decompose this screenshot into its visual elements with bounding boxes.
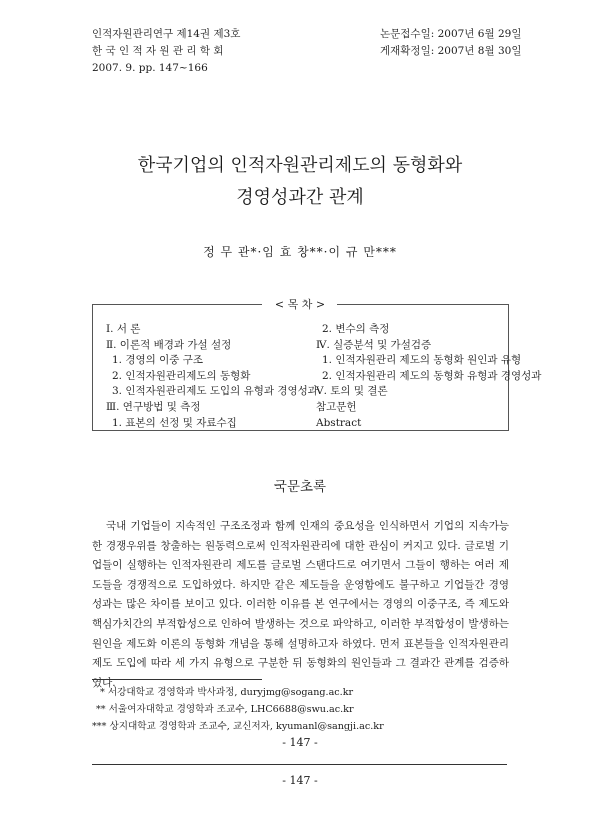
toc-item: 2. 인적자원관리 제도의 동형화 유형과 경영성과 bbox=[322, 369, 542, 382]
journal-info bbox=[92, 26, 240, 77]
toc-item: Ⅰ. 서 론 bbox=[106, 323, 141, 335]
footnotes bbox=[92, 684, 384, 735]
page-footer: - 147 - bbox=[282, 774, 318, 787]
accepted-date: 게재확정일: 2007년 8월 30일 bbox=[380, 45, 522, 57]
toc-item: Ⅴ. 토의 및 결론 bbox=[316, 385, 388, 398]
toc-item: 2. 변수의 측정 bbox=[322, 323, 390, 335]
title-line-2: 경영성과간 관계 bbox=[236, 187, 364, 208]
toc-left-column bbox=[106, 322, 318, 431]
footnote-divider bbox=[92, 679, 262, 680]
received-date: 논문접수일: 2007년 6월 29일 bbox=[380, 28, 522, 40]
toc-item: Ⅲ. 연구방법 및 측정 bbox=[106, 400, 201, 413]
toc-item: 3. 인적자원관리제도 도입의 유형과 경영성과 bbox=[112, 385, 318, 398]
toc-item: 1. 표본의 선정 및 자료수집 bbox=[112, 416, 237, 429]
footnote-3: *** 상지대학교 경영학과 조교수, 교신저자, kyumanl@sangji.ac.kr bbox=[92, 721, 384, 732]
toc-item: 참고문헌 bbox=[316, 400, 357, 413]
title-line-1: 한국기업의 인적자원관리제도의 동형화와 bbox=[137, 155, 463, 176]
toc-right-column bbox=[316, 322, 541, 431]
footnote-1: * 서강대학교 경영학과 박사과정, duryjmg@sogang.ac.kr bbox=[100, 687, 354, 698]
bottom-rule bbox=[92, 764, 507, 765]
toc-item: Ⅳ. 실증분석 및 가설검증 bbox=[316, 338, 432, 351]
toc-item: Ⅱ. 이론적 배경과 가설 설정 bbox=[106, 338, 232, 351]
submission-info bbox=[380, 26, 521, 60]
abstract-title: 국문초록 bbox=[273, 479, 327, 495]
toc-item: 1. 경영의 이중 구조 bbox=[112, 354, 204, 367]
authors: 정 무 관*·임 효 창**·이 규 만*** bbox=[203, 245, 397, 259]
society-name: 한 국 인 적 자 원 관 리 학 회 bbox=[92, 45, 224, 57]
toc-item: Abstract bbox=[316, 416, 362, 429]
paper-title bbox=[0, 150, 600, 214]
page-number: - 147 - bbox=[282, 736, 318, 749]
toc-item: 1. 인적자원관리 제도의 동형화 원인과 유형 bbox=[322, 354, 522, 367]
issue-pages: 2007. 9. pp. 147~166 bbox=[92, 62, 208, 74]
toc-item: 2. 인적자원관리제도의 동형화 bbox=[112, 369, 251, 382]
footnote-2: ** 서울여자대학교 경영학과 조교수, LHC6688@swu.ac.kr bbox=[96, 704, 354, 715]
toc-heading: < 목 차 > bbox=[0, 296, 600, 312]
journal-name: 인적자원관리연구 제14권 제3호 bbox=[92, 28, 241, 40]
abstract-body: 국내 기업들이 지속적인 구조조정과 함께 인재의 중요성을 인식하면서 기업의 지속가능한 경쟁우위를 창출하는 원동력으로써 인적자원관리에 대한 관심이 커지고 있다. 글로벌 기업들이 실행하는 인적자원관리 제도를 글로벌 스탠다드로 여기면서 그들이 행하는 여러 제도들을 경쟁적으로 도입하였다. 하지만 같은 제도들을 운영함에도 불구하고 기업들간 경영성과는 많은 차이를 보이고 있다. 이러한 이유를 본 연구에서는 경영의 이중구조, 즉 제도와 핵심가치간의 부적합성으로 인하여 발생하는 것으로 파악하고, 이러한 부적합성이 발생하는 원인을 제도화 이론의 동형화 개념을 통해 설명하고자 하였다. 먼저 표본들을 인적자원관리 제도 도입에 따라 세 가지 유형으로 구분한 뒤 동형화의 원인들과 그 결과간 관계를 검증하였다. bbox=[92, 520, 509, 689]
